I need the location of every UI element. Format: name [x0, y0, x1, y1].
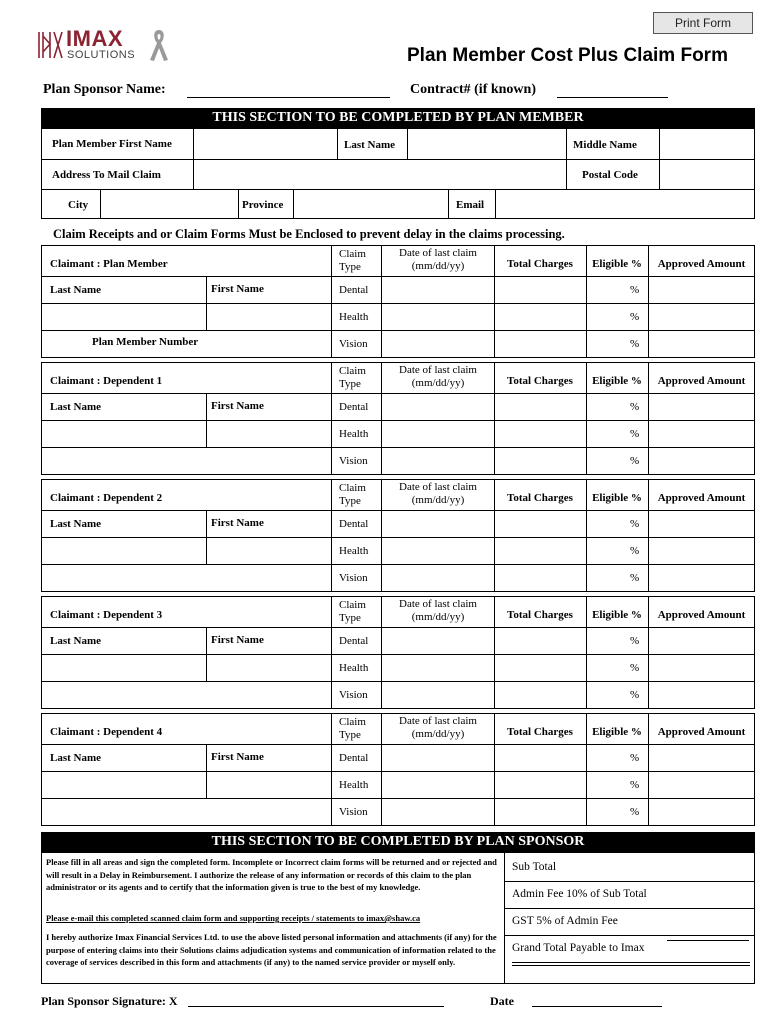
first-name-field[interactable]	[207, 655, 330, 680]
logo-mark-icon	[36, 28, 66, 62]
email-instructions: Please e-mail this completed scanned claim form and supporting receipts / statements to imax@shaw.ca	[46, 913, 421, 923]
claim-type-header: Claim Type	[339, 248, 366, 273]
address-label: Address To Mail Claim	[52, 169, 161, 181]
sponsor-name-field[interactable]	[187, 97, 390, 98]
total-charges-field[interactable]	[495, 277, 585, 302]
approved-amount-header: Approved Amount	[657, 492, 746, 504]
eligible-header: Eligible %	[592, 609, 642, 621]
logo-sub: SOLUTIONS	[67, 49, 136, 61]
email-field[interactable]	[496, 190, 754, 218]
claim-type-label: Health	[339, 545, 369, 557]
total-charges-field[interactable]	[495, 772, 585, 797]
claimant-label: Claimant : Dependent 4	[50, 726, 163, 738]
approved-amount-field[interactable]	[649, 682, 754, 707]
first-name-label: First Name	[211, 517, 264, 529]
eligible-header: Eligible %	[592, 375, 642, 387]
approved-amount-field[interactable]	[649, 331, 754, 356]
claim-type-label: Health	[339, 779, 369, 791]
claimant-extra-field[interactable]	[42, 565, 331, 591]
approved-amount-header: Approved Amount	[657, 258, 746, 270]
plan-member-number-label: Plan Member Number	[92, 336, 199, 348]
claim-type-header: Claim Type	[339, 599, 366, 624]
eligible-percent[interactable]: %	[630, 572, 640, 584]
approved-amount-field[interactable]	[649, 538, 754, 563]
eligible-percent[interactable]: %	[630, 779, 640, 791]
total-charges-field[interactable]	[495, 538, 585, 563]
gst-label: GST 5% of Admin Fee	[512, 915, 618, 927]
date-last-claim-field[interactable]	[382, 448, 493, 473]
sponsor-instructions: Please fill in all areas and sign the completed form. Incomplete or Incorrect claim forms will be returned and or rejected and will result in a Delay in Reimbursement. I authorize the release of any information or records of this claim to the plan administrator or its agents and to certify that the information given is true to the best of my knowledge.	[46, 857, 497, 892]
total-charges-field[interactable]	[495, 565, 585, 590]
date-last-claim-field[interactable]	[382, 565, 493, 590]
city-field[interactable]	[101, 190, 237, 218]
eligible-header: Eligible %	[592, 258, 642, 270]
eligible-percent[interactable]: %	[630, 311, 640, 323]
total-charges-header: Total Charges	[507, 726, 573, 738]
total-charges-field[interactable]	[495, 799, 585, 824]
claim-type-label: Vision	[339, 338, 368, 350]
claim-type-header: Claim Type	[339, 365, 366, 390]
total-charges-field[interactable]	[495, 745, 585, 770]
email-label: Email	[456, 199, 485, 211]
claim-type-label: Vision	[339, 806, 368, 818]
approved-amount-field[interactable]	[649, 628, 754, 653]
signature-label: Plan Sponsor Signature: X	[41, 994, 178, 1008]
imax-logo	[36, 26, 176, 66]
province-label: Province	[242, 199, 284, 211]
total-charges-field[interactable]	[495, 682, 585, 707]
date-last-claim-field[interactable]	[382, 304, 493, 329]
last-name-field[interactable]	[42, 772, 206, 797]
last-name-label: Last Name	[344, 139, 396, 151]
eligible-percent[interactable]: %	[630, 752, 640, 764]
claim-type-label: Vision	[339, 455, 368, 467]
date-last-claim-field[interactable]	[382, 394, 493, 419]
total-charges-field[interactable]	[495, 394, 585, 419]
form-title: Plan Member Cost Plus Claim Form	[407, 45, 728, 66]
contract-label: Contract# (if known)	[410, 82, 536, 97]
postal-code-label: Postal Code	[582, 169, 638, 181]
date-last-claim-field[interactable]	[382, 799, 493, 824]
date-last-claim-field[interactable]	[382, 655, 493, 680]
claim-type-label: Vision	[339, 572, 368, 584]
approved-amount-field[interactable]	[649, 565, 754, 590]
total-charges-field[interactable]	[495, 511, 585, 536]
eligible-header: Eligible %	[592, 492, 642, 504]
eligible-percent[interactable]: %	[630, 338, 640, 350]
eligible-percent[interactable]: %	[630, 428, 640, 440]
first-name-label: First Name	[211, 283, 264, 295]
last-name-field[interactable]	[42, 538, 206, 563]
date-last-claim-field[interactable]	[382, 745, 493, 770]
approved-amount-field[interactable]	[649, 448, 754, 473]
eligible-percent[interactable]: %	[630, 401, 640, 413]
approved-amount-field[interactable]	[649, 421, 754, 446]
date-last-claim-field[interactable]	[382, 421, 493, 446]
approved-amount-field[interactable]	[649, 511, 754, 536]
date-label: Date	[490, 994, 514, 1008]
eligible-percent[interactable]: %	[630, 518, 640, 530]
claim-type-label: Dental	[339, 635, 369, 647]
authorization-text: I hereby authorize Imax Financial Services Ltd. to use the above listed personal information and attachments (if any) for the purpose of entering claims into their Solutions claims adjudication systems and communication of information related to the coverage of services described in this form and attachments (if any) to the named service provider or myself only.	[46, 932, 497, 967]
admin-fee-label: Admin Fee 10% of Sub Total	[512, 888, 647, 900]
sponsor-section-header: THIS SECTION TO BE COMPLETED BY PLAN SPONSOR	[41, 832, 755, 852]
eligible-percent[interactable]: %	[630, 455, 640, 467]
claim-type-label: Vision	[339, 689, 368, 701]
claim-type-label: Health	[339, 428, 369, 440]
date-last-claim-header: Date of last claim (mm/dd/yy)	[399, 247, 477, 272]
approved-amount-header: Approved Amount	[657, 726, 746, 738]
claim-type-label: Health	[339, 311, 369, 323]
middle-name-field[interactable]	[660, 129, 754, 158]
total-charges-field[interactable]	[495, 448, 585, 473]
first-name-field[interactable]	[207, 772, 330, 797]
total-charges-header: Total Charges	[507, 492, 573, 504]
receipts-note: Claim Receipts and or Claim Forms Must be Enclosed to prevent delay in the claims processing.	[53, 227, 565, 241]
date-last-claim-field[interactable]	[382, 277, 493, 302]
eligible-percent[interactable]: %	[630, 545, 640, 557]
approved-amount-field[interactable]	[649, 394, 754, 419]
last-name-field[interactable]	[408, 129, 565, 158]
approved-amount-field[interactable]	[649, 304, 754, 329]
approved-amount-field[interactable]	[649, 655, 754, 680]
member-section-header: THIS SECTION TO BE COMPLETED BY PLAN MEMBER	[41, 108, 755, 128]
date-last-claim-field[interactable]	[382, 331, 493, 356]
claimant-label: Claimant : Dependent 2	[50, 492, 163, 504]
total-charges-field[interactable]	[495, 331, 585, 356]
city-label: City	[68, 199, 89, 211]
date-last-claim-header: Date of last claim (mm/dd/yy)	[399, 364, 477, 389]
total-charges-header: Total Charges	[507, 609, 573, 621]
approved-amount-field[interactable]	[649, 799, 754, 824]
claim-type-header: Claim Type	[339, 716, 366, 741]
total-charges-field[interactable]	[495, 421, 585, 446]
contract-field[interactable]	[557, 97, 668, 98]
first-name-label: Plan Member First Name	[52, 138, 172, 150]
claimant-extra-field[interactable]	[42, 799, 331, 825]
first-name-field[interactable]	[207, 421, 330, 446]
date-last-claim-field[interactable]	[382, 511, 493, 536]
claimant-extra-field[interactable]	[42, 448, 331, 474]
first-name-label: First Name	[211, 400, 264, 412]
last-name-label: Last Name	[50, 635, 102, 647]
eligible-percent[interactable]: %	[630, 284, 640, 296]
claimant-label: Claimant : Dependent 3	[50, 609, 163, 621]
date-last-claim-field[interactable]	[382, 682, 493, 707]
claim-type-label: Health	[339, 662, 369, 674]
last-name-field[interactable]	[42, 421, 206, 446]
claim-type-header: Claim Type	[339, 482, 366, 507]
approved-amount-field[interactable]	[649, 745, 754, 770]
last-name-field[interactable]	[42, 304, 206, 329]
first-name-field[interactable]	[207, 538, 330, 563]
date-last-claim-header: Date of last claim (mm/dd/yy)	[399, 598, 477, 623]
date-last-claim-header: Date of last claim (mm/dd/yy)	[399, 715, 477, 740]
first-name-label: First Name	[211, 634, 264, 646]
approved-amount-header: Approved Amount	[657, 375, 746, 387]
date-last-claim-field[interactable]	[382, 538, 493, 563]
grand-total-label: Grand Total Payable to Imax	[512, 942, 645, 954]
logo-brand: IMAX	[66, 26, 123, 51]
eligible-percent[interactable]: %	[630, 662, 640, 674]
eligible-percent[interactable]: %	[630, 806, 640, 818]
claim-type-label: Dental	[339, 752, 369, 764]
approved-amount-header: Approved Amount	[657, 609, 746, 621]
first-name-field[interactable]	[194, 129, 336, 158]
claim-type-label: Dental	[339, 518, 369, 530]
eligible-percent[interactable]: %	[630, 635, 640, 647]
claim-type-label: Dental	[339, 401, 369, 413]
total-charges-header: Total Charges	[507, 258, 573, 270]
signature-field[interactable]	[188, 1006, 444, 1007]
date-last-claim-field[interactable]	[382, 772, 493, 797]
grand-total-field[interactable]	[667, 940, 749, 941]
date-field[interactable]	[532, 1006, 662, 1007]
middle-name-label: Middle Name	[573, 139, 637, 151]
last-name-label: Last Name	[50, 752, 102, 764]
date-last-claim-field[interactable]	[382, 628, 493, 653]
claimant-extra-field[interactable]	[42, 682, 331, 708]
eligible-percent[interactable]: %	[630, 689, 640, 701]
sponsor-name-label: Plan Sponsor Name:	[43, 82, 166, 97]
print-form-button[interactable]: Print Form	[653, 12, 753, 34]
total-charges-field[interactable]	[495, 655, 585, 680]
total-charges-header: Total Charges	[507, 375, 573, 387]
last-name-label: Last Name	[50, 518, 102, 530]
total-charges-field[interactable]	[495, 628, 585, 653]
province-field[interactable]	[294, 190, 447, 218]
address-field[interactable]	[194, 160, 565, 188]
last-name-label: Last Name	[50, 401, 102, 413]
approved-amount-field[interactable]	[649, 772, 754, 797]
claimant-label: Claimant : Plan Member	[50, 258, 168, 270]
first-name-label: First Name	[211, 751, 264, 763]
first-name-field[interactable]	[207, 304, 330, 329]
last-name-label: Last Name	[50, 284, 102, 296]
total-charges-field[interactable]	[495, 304, 585, 329]
postal-code-field[interactable]	[660, 160, 754, 188]
approved-amount-field[interactable]	[649, 277, 754, 302]
claimant-label: Claimant : Dependent 1	[50, 375, 163, 387]
eligible-header: Eligible %	[592, 726, 642, 738]
date-last-claim-header: Date of last claim (mm/dd/yy)	[399, 481, 477, 506]
claim-type-label: Dental	[339, 284, 369, 296]
sub-total-label: Sub Total	[512, 861, 557, 873]
last-name-field[interactable]	[42, 655, 206, 680]
ribbon-icon	[148, 28, 170, 62]
